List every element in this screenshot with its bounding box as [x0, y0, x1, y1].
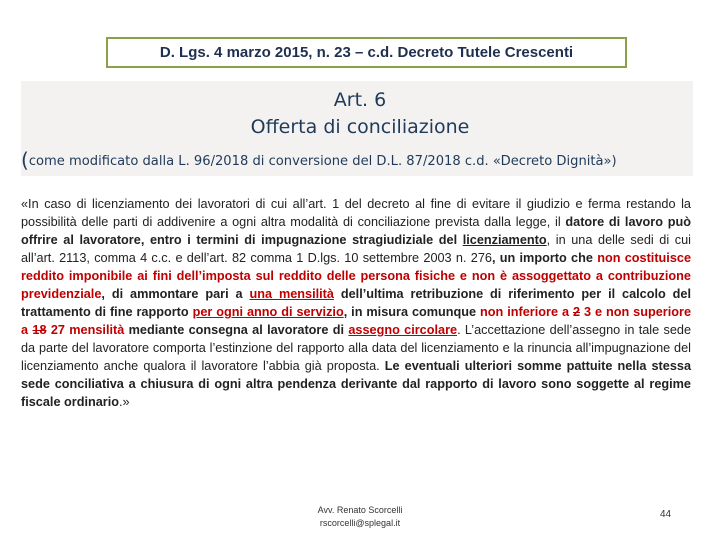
body-seg: , un importo che — [491, 251, 598, 265]
note-paren: ( — [21, 148, 29, 172]
footer-email: rscorcelli@splegal.it — [319, 518, 401, 528]
body-seg: assegno circolare — [348, 323, 458, 337]
body-seg: non costituisce reddito imponibile ai fini dell’imposta sul reddito delle persona fisiche e non è assoggettato a contribuzione previdenziale — [21, 251, 692, 301]
article-note — [21, 148, 617, 172]
body-seg: Le eventuali ulteriori somme pattuite nella stessa sede conciliativa a chiusura di ogni altra pendenza derivante dal rapporto di lavoro sono soggette al regime fiscale ordinario — [21, 359, 691, 409]
body-seg: , in misura comunque — [343, 305, 481, 319]
body-seg: , entro i termini di impugnazione stragiudiziale del — [140, 233, 463, 247]
note-text: come modificato dalla L. 96/2018 di conversione del D.L. 87/2018 c.d. «Decreto Dignità») — [28, 154, 617, 169]
body-seg: 18 — [32, 323, 47, 337]
article-title: Offerta di conciliazione — [250, 116, 470, 138]
body-seg: non inferiore a — [480, 305, 573, 319]
body-seg: datore di lavoro può offrire al lavoratore — [21, 215, 691, 247]
page-number: 44 — [660, 509, 672, 520]
body-seg: 27 mensilità — [46, 323, 125, 337]
footer-author: Avv. Renato Scorcelli — [317, 505, 403, 515]
body-seg: «In caso di licenziamento dei lavoratori di cui all’art. 1 del decreto al fine di evitare il giudizio e ferma restando la possibilità delle parti di addivenire a ogni altra modalità di conciliazione prevista dalla legge, il — [21, 197, 691, 229]
body-seg: 2 — [572, 305, 581, 319]
body-seg: mediante consegna al lavoratore di — [124, 323, 349, 337]
article-body — [21, 195, 691, 411]
body-seg: . L’accettazione dell’assegno in tale sede da parte del lavoratore comporta l’estinzione del rapporto alla data del licenziamento e la rinuncia all’impugnazione del licenziamento anche qualora il lavoratore l’abbia già proposta. — [21, 323, 691, 373]
body-seg: 3 e non superiore a — [21, 305, 691, 337]
body-seg: per ogni anno di servizio — [192, 305, 344, 319]
body-seg: una mensilità — [249, 287, 334, 301]
law-title-box — [106, 37, 627, 68]
article-number: Art. 6 — [333, 89, 387, 111]
body-seg: , in una delle sedi di cui all’art. 2113, comma 4 c.c. e dell’art. 82 comma 1 D.lgs. 10 settembre 2003 n. 276 — [21, 233, 692, 265]
body-seg: .» — [119, 395, 130, 409]
law-title: D. Lgs. 4 marzo 2015, n. 23 – c.d. Decreto Tutele Crescenti — [159, 44, 574, 61]
body-seg: dell’ultima retribuzione di riferimento per il calcolo del trattamento di fine rapporto — [21, 287, 691, 319]
body-seg: , di ammontare pari a — [101, 287, 250, 301]
body-seg: licenziamento — [462, 233, 547, 247]
